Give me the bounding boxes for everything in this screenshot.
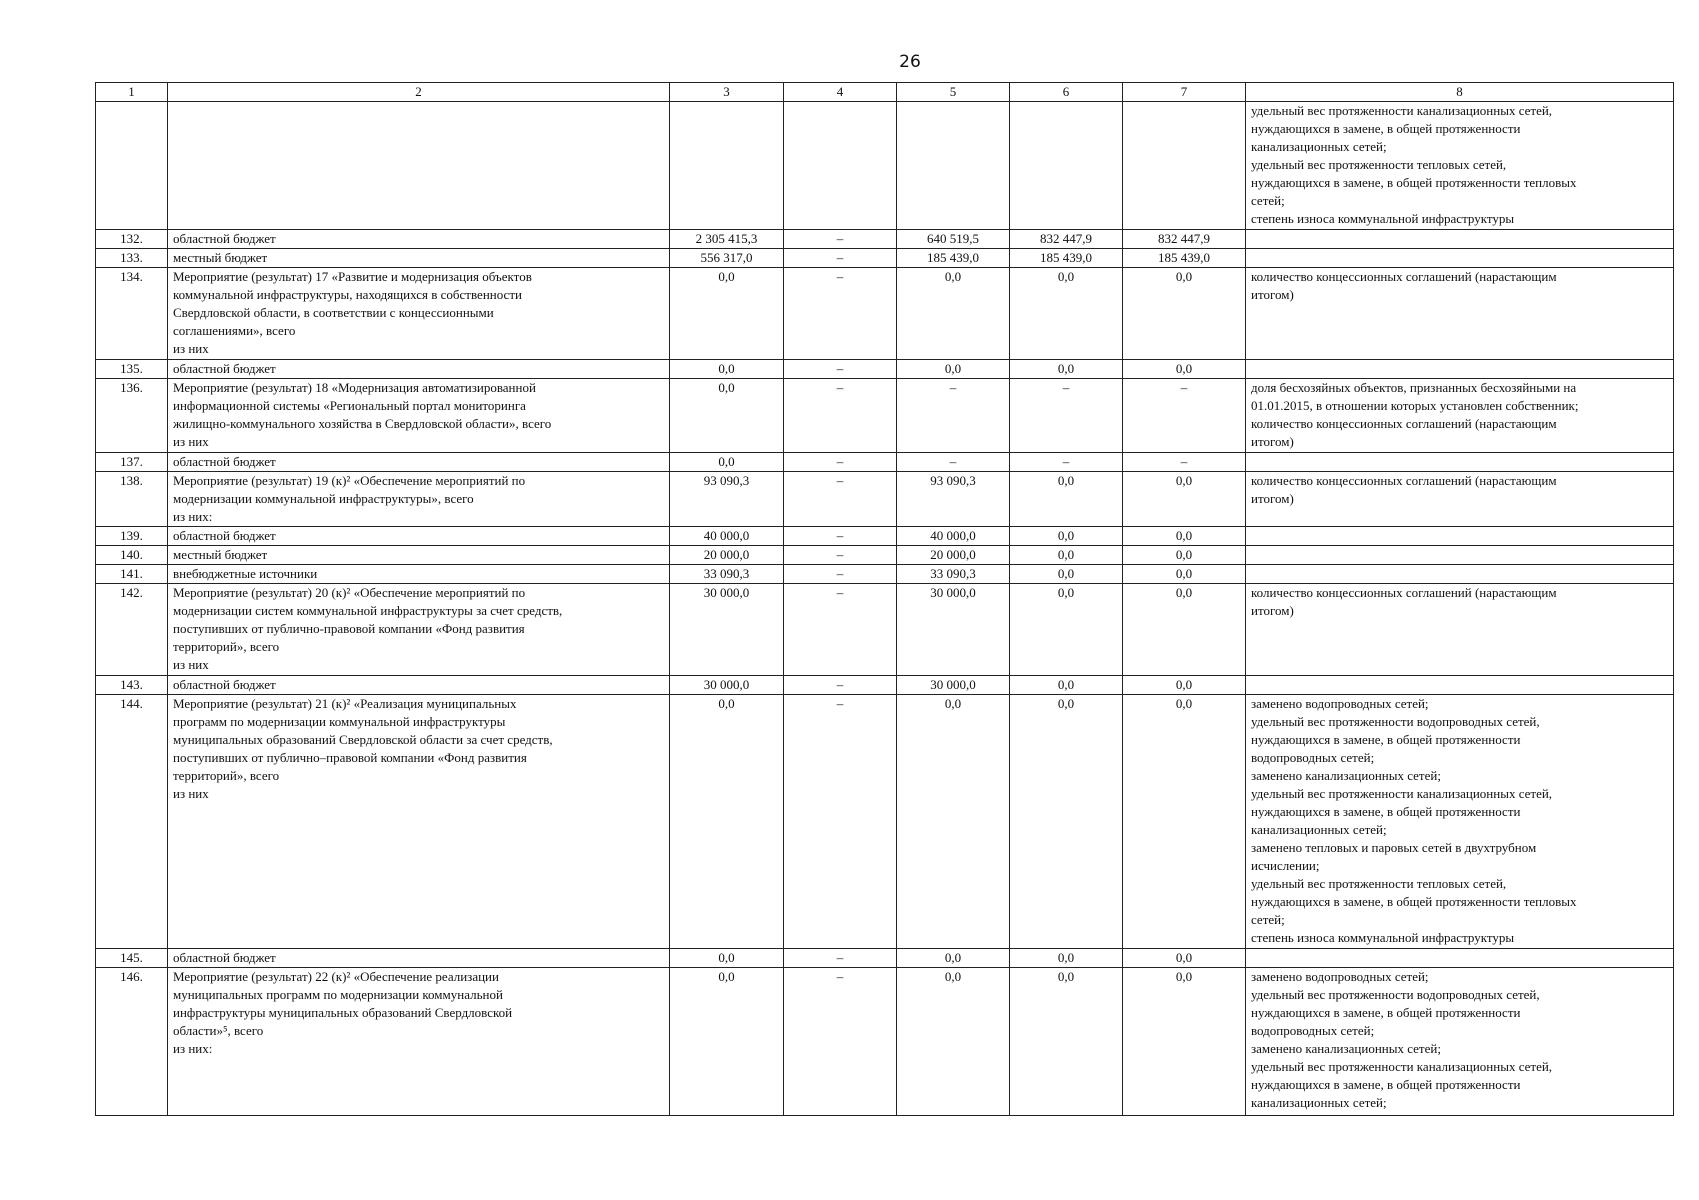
row-name: областной бюджет — [168, 527, 670, 546]
value-col-7: 0,0 — [1123, 527, 1246, 546]
indicators: доля бесхозяйных объектов, признанных бесхозяйными на 01.01.2015, в отношении которых установлен собственник; количество концессионных соглашений (нарастающим итогом) — [1246, 379, 1674, 453]
table-row — [96, 249, 1674, 268]
value-col-6: 0,0 — [1010, 584, 1123, 676]
indicators — [1246, 527, 1674, 546]
row-name: местный бюджет — [168, 249, 670, 268]
table-row — [96, 472, 1674, 527]
value-col-4: – — [784, 527, 897, 546]
value-col-6: 0,0 — [1010, 949, 1123, 968]
table-row — [96, 584, 1674, 676]
value-col-5: 640 519,5 — [897, 230, 1010, 249]
col-header-1: 1 — [96, 83, 168, 102]
value-col-4: – — [784, 565, 897, 584]
row-name: областной бюджет — [168, 230, 670, 249]
indicators: количество концессионных соглашений (нарастающим итогом) — [1246, 268, 1674, 360]
row-number: 142. — [96, 584, 168, 676]
table-row — [96, 565, 1674, 584]
value-col-7 — [1123, 102, 1246, 230]
total-value: 33 090,3 — [670, 565, 784, 584]
col-header-3: 3 — [670, 83, 784, 102]
value-col-4: – — [784, 695, 897, 949]
value-col-5: 30 000,0 — [897, 676, 1010, 695]
value-col-7: – — [1123, 379, 1246, 453]
total-value: 0,0 — [670, 695, 784, 949]
value-col-4: – — [784, 584, 897, 676]
col-header-8: 8 — [1246, 83, 1674, 102]
value-col-7: 0,0 — [1123, 695, 1246, 949]
indicators — [1246, 676, 1674, 695]
value-col-5: 185 439,0 — [897, 249, 1010, 268]
row-name: Мероприятие (результат) 21 (к)² «Реализация муниципальных программ по модернизации коммунальной инфраструктуры муниципальных образований Свердловской области за счет средств, поступивших от публично–правовой компании «Фонд развития территорий», всего из них — [168, 695, 670, 949]
value-col-7: 0,0 — [1123, 584, 1246, 676]
value-col-6: 0,0 — [1010, 360, 1123, 379]
total-value: 0,0 — [670, 949, 784, 968]
total-value: 40 000,0 — [670, 527, 784, 546]
value-col-4: – — [784, 676, 897, 695]
value-col-5: 0,0 — [897, 268, 1010, 360]
value-col-6: 0,0 — [1010, 268, 1123, 360]
value-col-4: – — [784, 360, 897, 379]
table-row — [96, 268, 1674, 360]
value-col-6: 0,0 — [1010, 695, 1123, 949]
table-row — [96, 695, 1674, 949]
row-number: 144. — [96, 695, 168, 949]
row-name: местный бюджет — [168, 546, 670, 565]
value-col-6: – — [1010, 379, 1123, 453]
total-value: 0,0 — [670, 453, 784, 472]
row-number — [96, 102, 168, 230]
value-col-6: 0,0 — [1010, 565, 1123, 584]
total-value — [670, 102, 784, 230]
row-name: областной бюджет — [168, 949, 670, 968]
total-value: 0,0 — [670, 379, 784, 453]
row-name: Мероприятие (результат) 20 (к)² «Обеспечение мероприятий по модернизации систем коммунальной инфраструктуры за счет средств, поступивших от публично-правовой компании «Фонд развития территорий», всего из них — [168, 584, 670, 676]
value-col-7: – — [1123, 453, 1246, 472]
value-col-7: 0,0 — [1123, 472, 1246, 527]
value-col-7: 0,0 — [1123, 565, 1246, 584]
indicators — [1246, 546, 1674, 565]
value-col-4: – — [784, 379, 897, 453]
indicators: удельный вес протяженности канализационных сетей, нуждающихся в замене, в общей протяженности канализационных сетей; удельный вес протяженности тепловых сетей, нуждающихся в замене, в общей протяженности тепловых сетей; степень износа коммунальной инфраструктуры — [1246, 102, 1674, 230]
value-col-6: 185 439,0 — [1010, 249, 1123, 268]
value-col-5: 0,0 — [897, 360, 1010, 379]
value-col-7: 0,0 — [1123, 676, 1246, 695]
row-name: областной бюджет — [168, 360, 670, 379]
col-header-4: 4 — [784, 83, 897, 102]
value-col-6: 0,0 — [1010, 527, 1123, 546]
row-number: 133. — [96, 249, 168, 268]
value-col-6: 0,0 — [1010, 472, 1123, 527]
row-number: 132. — [96, 230, 168, 249]
value-col-4: – — [784, 268, 897, 360]
value-col-6: 0,0 — [1010, 676, 1123, 695]
col-header-6: 6 — [1010, 83, 1123, 102]
value-col-4: – — [784, 472, 897, 527]
value-col-7: 832 447,9 — [1123, 230, 1246, 249]
table-row — [96, 453, 1674, 472]
row-name: областной бюджет — [168, 453, 670, 472]
value-col-4: – — [784, 949, 897, 968]
value-col-4: – — [784, 230, 897, 249]
value-col-4: – — [784, 453, 897, 472]
value-col-5: – — [897, 453, 1010, 472]
total-value: 0,0 — [670, 968, 784, 1116]
value-col-4: – — [784, 546, 897, 565]
table-row — [96, 102, 1674, 230]
total-value: 0,0 — [670, 268, 784, 360]
row-name: Мероприятие (результат) 19 (к)² «Обеспечение мероприятий по модернизации коммунальной инфраструктуры», всего из них: — [168, 472, 670, 527]
total-value: 2 305 415,3 — [670, 230, 784, 249]
row-number: 145. — [96, 949, 168, 968]
indicators — [1246, 949, 1674, 968]
value-col-5: 93 090,3 — [897, 472, 1010, 527]
row-name: внебюджетные источники — [168, 565, 670, 584]
table-row — [96, 949, 1674, 968]
row-number: 135. — [96, 360, 168, 379]
indicators — [1246, 453, 1674, 472]
indicators — [1246, 230, 1674, 249]
row-number: 140. — [96, 546, 168, 565]
col-header-7: 7 — [1123, 83, 1246, 102]
col-header-5: 5 — [897, 83, 1010, 102]
page-number: 26 — [899, 52, 921, 72]
value-col-7: 0,0 — [1123, 949, 1246, 968]
value-col-4 — [784, 102, 897, 230]
row-name — [168, 102, 670, 230]
value-col-5: – — [897, 379, 1010, 453]
row-number: 137. — [96, 453, 168, 472]
row-number: 134. — [96, 268, 168, 360]
value-col-6: – — [1010, 453, 1123, 472]
value-col-5: 40 000,0 — [897, 527, 1010, 546]
table-row — [96, 360, 1674, 379]
row-name: областной бюджет — [168, 676, 670, 695]
indicators — [1246, 565, 1674, 584]
value-col-7: 0,0 — [1123, 546, 1246, 565]
table-row — [96, 546, 1674, 565]
total-value: 93 090,3 — [670, 472, 784, 527]
value-col-5: 0,0 — [897, 968, 1010, 1116]
row-name: Мероприятие (результат) 22 (к)² «Обеспечение реализации муниципальных программ по модернизации коммунальной инфраструктуры муниципальных образований Свердловской области»⁵, всего из них: — [168, 968, 670, 1116]
table-row — [96, 676, 1674, 695]
total-value: 30 000,0 — [670, 584, 784, 676]
row-name: Мероприятие (результат) 17 «Развитие и модернизация объектов коммунальной инфраструктуры, находящихся в собственности Свердловской области, в соответствии с концессионными соглашениями», всего из них — [168, 268, 670, 360]
indicators: количество концессионных соглашений (нарастающим итогом) — [1246, 472, 1674, 527]
row-number: 139. — [96, 527, 168, 546]
row-name: Мероприятие (результат) 18 «Модернизация автоматизированной информационной системы «Региональный портал мониторинга жилищно-коммунального хозяйства в Свердловской области», всего из них — [168, 379, 670, 453]
header-row — [96, 83, 1674, 102]
value-col-4: – — [784, 249, 897, 268]
value-col-7: 0,0 — [1123, 968, 1246, 1116]
total-value: 0,0 — [670, 360, 784, 379]
value-col-4: – — [784, 968, 897, 1116]
table-row — [96, 527, 1674, 546]
value-col-6 — [1010, 102, 1123, 230]
value-col-6: 0,0 — [1010, 968, 1123, 1116]
program-table — [95, 82, 1674, 1116]
value-col-5: 0,0 — [897, 949, 1010, 968]
value-col-7: 0,0 — [1123, 268, 1246, 360]
table-row — [96, 230, 1674, 249]
row-number: 138. — [96, 472, 168, 527]
value-col-5: 33 090,3 — [897, 565, 1010, 584]
indicators — [1246, 249, 1674, 268]
table-row — [96, 968, 1674, 1116]
total-value: 556 317,0 — [670, 249, 784, 268]
row-number: 141. — [96, 565, 168, 584]
value-col-5 — [897, 102, 1010, 230]
value-col-5: 0,0 — [897, 695, 1010, 949]
indicators: заменено водопроводных сетей; удельный вес протяженности водопроводных сетей, нуждающихся в замене, в общей протяженности водопроводных сетей; заменено канализационных сетей; удельный вес протяженности канализационных сетей, нуждающихся в замене, в общей протяженности канализационных сетей; — [1246, 968, 1674, 1116]
row-number: 136. — [96, 379, 168, 453]
col-header-2: 2 — [168, 83, 670, 102]
row-number: 146. — [96, 968, 168, 1116]
indicators: количество концессионных соглашений (нарастающим итогом) — [1246, 584, 1674, 676]
table-row — [96, 379, 1674, 453]
value-col-5: 20 000,0 — [897, 546, 1010, 565]
indicators: заменено водопроводных сетей; удельный вес протяженности водопроводных сетей, нуждающихся в замене, в общей протяженности водопроводных сетей; заменено канализационных сетей; удельный вес протяженности канализационных сетей, нуждающихся в замене, в общей протяженности канализационных сетей; заменено тепловых и паровых сетей в двухтрубном исчислении; удельный вес протяженности тепловых сетей, нуждающихся в замене, в общей протяженности тепловых сетей; степень износа коммунальной инфраструктуры — [1246, 695, 1674, 949]
indicators — [1246, 360, 1674, 379]
total-value: 30 000,0 — [670, 676, 784, 695]
value-col-7: 0,0 — [1123, 360, 1246, 379]
value-col-5: 30 000,0 — [897, 584, 1010, 676]
row-number: 143. — [96, 676, 168, 695]
value-col-6: 832 447,9 — [1010, 230, 1123, 249]
value-col-6: 0,0 — [1010, 546, 1123, 565]
value-col-7: 185 439,0 — [1123, 249, 1246, 268]
total-value: 20 000,0 — [670, 546, 784, 565]
